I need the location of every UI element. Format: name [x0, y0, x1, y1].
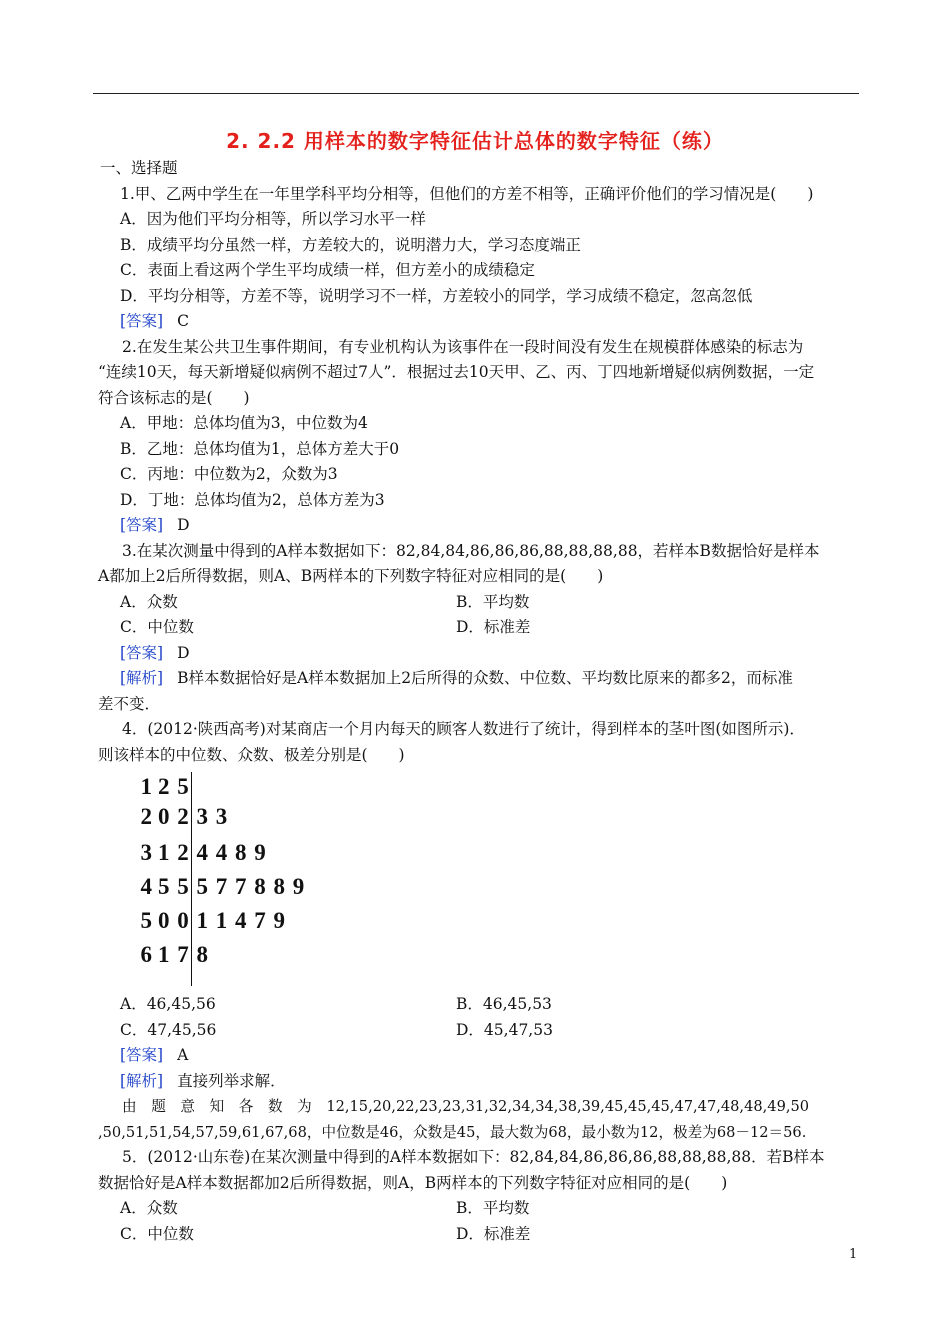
question-stem-cont: 数据恰好是A样本数据都加2后所得数据，则A，B两样本的下列数字特征对应相同的是( ) [98, 1173, 728, 1192]
analysis-line [98, 666, 868, 692]
stem: 1 [140, 774, 152, 799]
question-5 [98, 1145, 868, 1247]
question-3 [98, 539, 868, 718]
option: D．标准差 [456, 1224, 531, 1243]
option: A．甲地：总体均值为3，中位数为4 [120, 414, 368, 432]
question-2 [98, 335, 868, 539]
analysis-text: B样本数据恰好是A样本数据加上2后所得的众数、中位数、平均数比原来的都多2，而标准 [177, 669, 793, 687]
answer-value: C [177, 312, 189, 330]
option: D．标准差 [456, 618, 531, 636]
question-stem: 5．(2012·山东卷)在某次测量中得到的A样本数据如下：82,84,84,86,86,86,88,88,88,88．若B样本 [122, 1148, 825, 1166]
question-stem: 1.甲、乙两中学生在一年里学科平均分相等，但他们的方差不相等，正确评价他们的学习情况是( ) [120, 184, 814, 203]
option: D．45,47,53 [456, 1020, 553, 1039]
option: B．成绩平均分虽然一样，方差较大的，说明潜力大，学习态度端正 [120, 235, 581, 254]
answer-line [98, 309, 868, 335]
option: A．46,45,56 [120, 995, 216, 1013]
question-stem-cont: 则该样本的中位数、众数、极差分别是( ) [98, 745, 405, 764]
answer-line [98, 1043, 868, 1069]
leaves: 0 2 3 3 [158, 804, 229, 829]
document-body [98, 156, 868, 1247]
section-heading: 一、选择题 [100, 159, 178, 177]
question-stem: 2.在发生某公共卫生事件期间，有专业机构认为该事件在一段时间没有发生在规模群体感染的标志为 [122, 337, 804, 356]
stem-leaf-plot [138, 772, 868, 992]
stem: 5 [140, 908, 152, 933]
question-stem: 4．(2012·陕西高考)对某商店一个月内每天的顾客人数进行了统计，得到样本的茎叶图(如图所示)． [122, 720, 805, 738]
analysis-detail: 由 题 意 知 各 数 为 12,15,20,22,23,23,31,32,34,34,38,39,45,45,45,47,47,48,48,49,50 [122, 1098, 810, 1115]
option: B．平均数 [456, 1199, 530, 1217]
option: C．中位数 [120, 618, 194, 636]
header-rule [93, 93, 859, 94]
option-row [98, 1222, 868, 1248]
leaves: 1 2 4 4 8 9 [158, 840, 267, 865]
stem-leaf-row [138, 872, 305, 902]
leaves: 1 7 8 [158, 942, 209, 967]
leaves: 2 5 [158, 774, 190, 799]
option: A．因为他们平均分相等，所以学习水平一样 [120, 210, 426, 228]
answer-tag: [答案] [120, 516, 164, 534]
option: C．中位数 [120, 1224, 194, 1243]
analysis-tag: [解析] [120, 1071, 164, 1090]
analysis-detail-cont: ,50,51,51,54,57,59,61,67,68，中位数是46，众数是45，最大数为68，最小数为12，极差为68－12＝56. [98, 1123, 807, 1141]
question-stem-cont: “连续10天，每天新增疑似病例不超过7人”．根据过去10天甲、乙、丙、丁四地新增疑似病例数据，一定 [98, 363, 815, 381]
question-4 [98, 717, 868, 1145]
analysis-text-cont: 差不变． [98, 694, 161, 713]
leaves: 0 0 1 1 4 7 9 [158, 908, 286, 933]
option: C．表面上看这两个学生平均成绩一样，但方差小的成绩稳定 [120, 261, 535, 279]
answer-value: D [177, 516, 190, 534]
stem: 4 [140, 874, 152, 899]
option: B．平均数 [456, 592, 530, 611]
answer-tag: [答案] [120, 312, 164, 330]
answer-line [98, 513, 868, 539]
question-stem: 3.在某次测量中得到的A样本数据如下：82,84,84,86,86,86,88,88,88,88，若样本B数据恰好是样本 [122, 541, 820, 560]
stem-leaf-row [138, 906, 286, 936]
answer-tag: [答案] [120, 643, 164, 662]
stem-leaf-row [138, 838, 267, 868]
option-row [98, 992, 868, 1018]
document-title: 2. 2.2 用样本的数字特征估计总体的数字特征（练） [226, 129, 724, 153]
analysis-line [98, 1069, 868, 1095]
option: D．平均分相等，方差不等，说明学习不一样，方差较小的同学，学习成绩不稳定，忽高忽低 [120, 286, 753, 305]
answer-line [98, 641, 868, 667]
option-row [98, 615, 868, 641]
analysis-tag: [解析] [120, 669, 164, 687]
option-row [98, 590, 868, 616]
page-number: 1 [849, 1247, 858, 1262]
option: A．众数 [120, 592, 178, 611]
stem: 6 [140, 942, 152, 967]
leaves: 5 5 5 7 7 8 8 9 [158, 874, 306, 899]
option: C．47,45,56 [120, 1020, 217, 1039]
answer-tag: [答案] [120, 1046, 164, 1064]
stem: 3 [140, 840, 152, 865]
stem-leaf-row [138, 802, 228, 832]
option: B．46,45,53 [456, 995, 552, 1013]
option: C．丙地：中位数为2，众数为3 [120, 465, 338, 483]
option-row [98, 1196, 868, 1222]
question-stem-cont: A都加上2后所得数据，则A、B两样本的下列数字特征对应相同的是( ) [98, 567, 604, 585]
option: D．丁地：总体均值为2，总体方差为3 [120, 490, 385, 509]
option: B．乙地：总体均值为1，总体方差大于0 [120, 439, 400, 458]
stem-leaf-row [138, 772, 190, 802]
stem: 2 [140, 804, 152, 829]
option: A．众数 [120, 1199, 178, 1217]
stem-leaf-row [138, 940, 209, 970]
question-1 [98, 182, 868, 335]
analysis-text: 直接列举求解． [177, 1071, 286, 1090]
option-row [98, 1018, 868, 1044]
answer-value: A [177, 1046, 189, 1064]
question-stem-cont: 符合该标志的是( ) [98, 388, 250, 407]
answer-value: D [177, 643, 190, 662]
